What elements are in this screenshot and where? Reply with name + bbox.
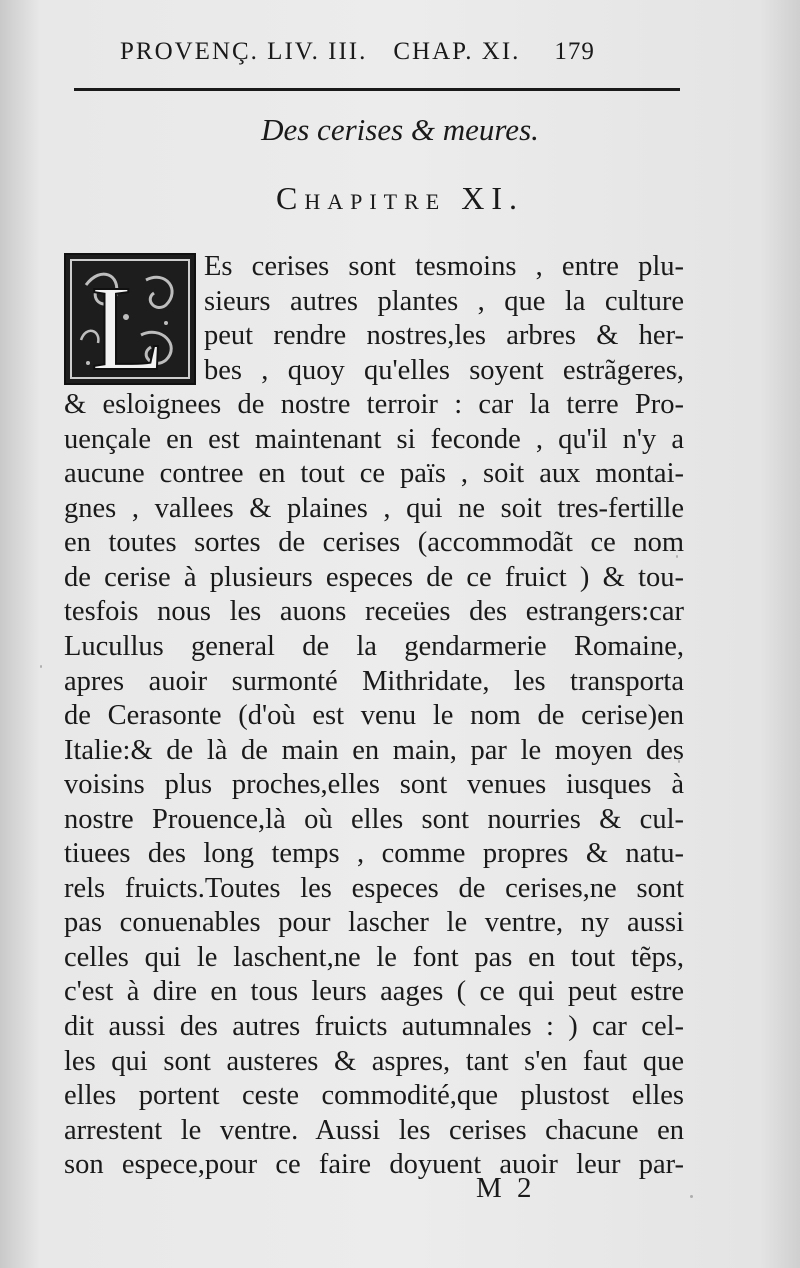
text-line: les qui sont austeres & aspres, tant s'en faut que [64, 1045, 684, 1077]
paper-speck [676, 555, 678, 558]
chapter-title: Chapitre XI. [276, 180, 524, 216]
catchword-signature: M 2 [476, 1172, 536, 1204]
text-line: arrestent le ventre. Aussi les cerises chacune en [64, 1114, 684, 1146]
header-left: PROVENÇ. LIV. III. [120, 38, 368, 65]
text-line: & esloignees de nostre terroir : car la terre Pro- [64, 389, 684, 421]
paper-speck [678, 760, 680, 763]
text-line: pas conuenables pour lascher le ventre, ny aussi [64, 907, 684, 939]
text-line: celles qui le laschent,ne le font pas en tout tẽps, [64, 941, 684, 973]
paper-speck [668, 268, 671, 271]
text-line: de cerise à plusieurs especes de ce fruict ) & tou- [64, 561, 684, 593]
text-line: rels fruicts.Toutes les especes de cerises,ne sont [64, 872, 684, 904]
paper-speck [690, 1195, 693, 1198]
text-line: c'est à dire en tous leurs aages ( ce qui peut estre [64, 976, 684, 1008]
text-line: peut rendre nostres,les arbres & her- [204, 320, 684, 352]
header-rule [74, 88, 680, 91]
text-line: tiuees des long temps , comme propres & natu- [64, 838, 684, 870]
text-line: apres auoir surmonté Mithridate, les transporta [64, 665, 684, 697]
page-number: 179 [554, 38, 595, 65]
text-line: dit aussi des autres fruicts autumnales : ) car cel- [64, 1011, 684, 1043]
text-line: Es cerises sont tesmoins , entre plu- [204, 251, 684, 282]
header-chapter: CHAP. XI. [393, 38, 521, 65]
text-line: bes , quoy qu'elles soyent estrãgeres, [204, 354, 684, 386]
text-line: Italie:& de là de main en main, par le moyen des [64, 734, 684, 766]
text-line: nostre Prouence,là où elles sont nourries & cul- [64, 803, 684, 835]
body-text [64, 250, 684, 1183]
text-line: gnes , vallees & plaines , qui ne soit tres-fertille [64, 492, 684, 524]
paper-speck [40, 665, 42, 668]
text-line: sieurs autres plantes , que la culture [204, 285, 684, 317]
running-head [120, 38, 680, 66]
text-line: son espece,pour ce faire doyuent auoir leur par- [64, 1149, 684, 1181]
text-line: voisins plus proches,elles sont venues iusques à [64, 769, 684, 801]
text-line: uençale en est maintenant si feconde , qu'il n'y a [64, 423, 684, 455]
text-line: en toutes sortes de cerises (accommodãt ce nom [64, 527, 684, 559]
text-line: de Cerasonte (d'où est venu le nom de cerise)en [64, 700, 684, 732]
paper-speck [675, 372, 677, 376]
text-line: aucune contree en tout ce païs , soit aux montai- [64, 458, 684, 490]
text-line: Lucullus general de la gendarmerie Romaine, [64, 631, 684, 663]
section-title: Des cerises & meures. [261, 112, 539, 147]
drop-cap-letter: L [90, 261, 166, 383]
text-line: elles portent ceste commodité,que plustost elles [64, 1080, 684, 1112]
text-line: tesfois nous les auons receües des estrangers:car [64, 596, 684, 628]
